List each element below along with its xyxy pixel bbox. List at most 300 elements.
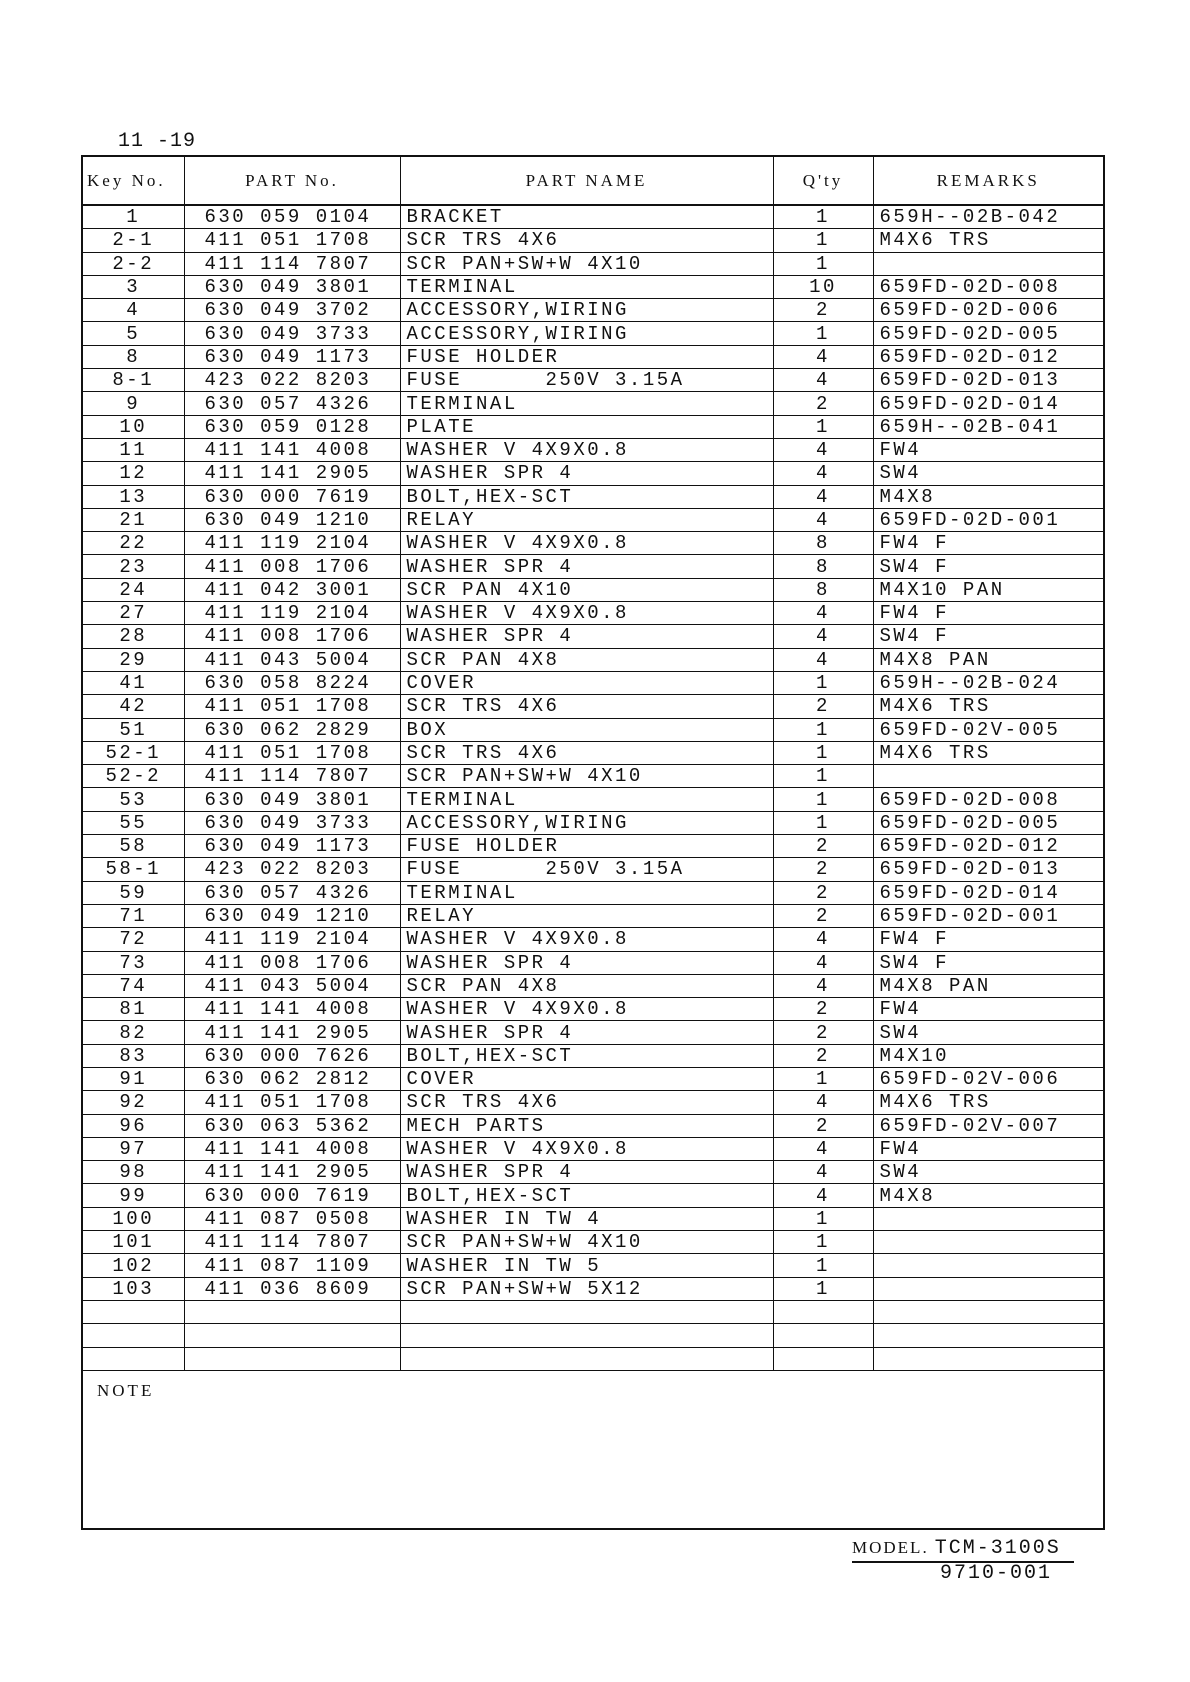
table-row (82, 252, 1104, 275)
cell-part-no: 411 141 2905 (184, 1161, 400, 1184)
table-row (82, 462, 1104, 485)
cell-part-name: SCR TRS 4X6 (400, 695, 773, 718)
cell-qty: 1 (773, 252, 873, 275)
cell-part-no: 411 008 1706 (184, 625, 400, 648)
cell-remarks: M4X6 TRS (873, 229, 1104, 252)
cell-qty: 1 (773, 1277, 873, 1300)
table-row (82, 1231, 1104, 1254)
cell-key-no: 58 (82, 835, 184, 858)
empty-cell (773, 1324, 873, 1347)
table-row (82, 1161, 1104, 1184)
cell-remarks: 659FD-02D-005 (873, 322, 1104, 345)
table-row (82, 718, 1104, 741)
cell-qty: 4 (773, 1184, 873, 1207)
empty-cell (773, 1347, 873, 1370)
cell-part-no: 411 114 7807 (184, 252, 400, 275)
table-row (82, 648, 1104, 671)
table-row (82, 1207, 1104, 1230)
cell-qty: 4 (773, 974, 873, 997)
cell-part-name: WASHER V 4X9X0.8 (400, 998, 773, 1021)
cell-part-name: SCR TRS 4X6 (400, 1091, 773, 1114)
cell-part-no: 411 008 1706 (184, 555, 400, 578)
cell-part-name: SCR TRS 4X6 (400, 229, 773, 252)
model-value: TCM-3100S (934, 1537, 1061, 1560)
cell-remarks: SW4 F (873, 625, 1104, 648)
cell-part-no: 411 141 4008 (184, 998, 400, 1021)
cell-part-no: 411 051 1708 (184, 229, 400, 252)
cell-key-no: 42 (82, 695, 184, 718)
cell-key-no: 59 (82, 881, 184, 904)
cell-key-no: 53 (82, 788, 184, 811)
cell-qty: 4 (773, 648, 873, 671)
cell-part-name: SCR PAN+SW+W 4X10 (400, 1231, 773, 1254)
cell-part-no: 411 043 5004 (184, 648, 400, 671)
cell-key-no: 82 (82, 1021, 184, 1044)
cell-part-name: SCR PAN+SW+W 4X10 (400, 765, 773, 788)
cell-part-no: 630 049 3801 (184, 275, 400, 298)
header-qty: Q'ty (773, 156, 873, 205)
cell-remarks: 659FD-02D-013 (873, 369, 1104, 392)
header-remarks: REMARKS (873, 156, 1104, 205)
cell-part-no: 630 057 4326 (184, 881, 400, 904)
cell-part-no: 411 141 4008 (184, 1137, 400, 1160)
cell-qty: 1 (773, 811, 873, 834)
cell-part-name: WASHER IN TW 4 (400, 1207, 773, 1230)
cell-part-no: 411 036 8609 (184, 1277, 400, 1300)
cell-key-no: 74 (82, 974, 184, 997)
table-row (82, 741, 1104, 764)
cell-part-no: 630 049 3702 (184, 299, 400, 322)
cell-qty: 4 (773, 485, 873, 508)
cell-remarks: SW4 F (873, 951, 1104, 974)
table-row (82, 1021, 1104, 1044)
table-row (82, 671, 1104, 694)
cell-qty: 1 (773, 322, 873, 345)
cell-part-no: 630 049 3801 (184, 788, 400, 811)
cell-key-no: 5 (82, 322, 184, 345)
table-row (82, 322, 1104, 345)
table-row (82, 1277, 1104, 1300)
cell-part-no: 630 049 3733 (184, 322, 400, 345)
cell-part-name: WASHER SPR 4 (400, 951, 773, 974)
cell-remarks: 659FD-02D-008 (873, 788, 1104, 811)
empty-cell (184, 1324, 400, 1347)
cell-part-no: 411 141 4008 (184, 438, 400, 461)
cell-part-no: 411 114 7807 (184, 1231, 400, 1254)
cell-key-no: 29 (82, 648, 184, 671)
parts-list-table (81, 155, 1105, 1530)
cell-remarks: 659FD-02D-001 (873, 904, 1104, 927)
cell-qty: 1 (773, 671, 873, 694)
cell-qty: 2 (773, 904, 873, 927)
cell-remarks: M4X10 (873, 1044, 1104, 1067)
cell-remarks: M4X8 (873, 1184, 1104, 1207)
cell-qty: 2 (773, 998, 873, 1021)
cell-part-name: PLATE (400, 415, 773, 438)
cell-part-no: 423 022 8203 (184, 858, 400, 881)
table-row (82, 485, 1104, 508)
table-row (82, 415, 1104, 438)
cell-qty: 4 (773, 625, 873, 648)
table-row (82, 1114, 1104, 1137)
cell-remarks: 659FD-02D-014 (873, 392, 1104, 415)
cell-part-name: FUSE 250V 3.15A (400, 858, 773, 881)
cell-part-name: WASHER SPR 4 (400, 555, 773, 578)
table-row (82, 858, 1104, 881)
cell-remarks: 659FD-02D-006 (873, 299, 1104, 322)
cell-key-no: 100 (82, 1207, 184, 1230)
cell-part-name: WASHER V 4X9X0.8 (400, 928, 773, 951)
empty-cell (82, 1324, 184, 1347)
cell-part-name: ACCESSORY,WIRING (400, 322, 773, 345)
cell-remarks: SW4 (873, 1021, 1104, 1044)
table-row (82, 928, 1104, 951)
empty-row (82, 1324, 1104, 1347)
cell-remarks: FW4 F (873, 928, 1104, 951)
table-row (82, 998, 1104, 1021)
model-label: MODEL. (852, 1538, 929, 1557)
table-row (82, 765, 1104, 788)
table-row (82, 508, 1104, 531)
cell-remarks: FW4 F (873, 532, 1104, 555)
cell-key-no: 8 (82, 345, 184, 368)
cell-key-no: 92 (82, 1091, 184, 1114)
cell-part-no: 411 119 2104 (184, 602, 400, 625)
table-row (82, 369, 1104, 392)
table-row (82, 788, 1104, 811)
cell-part-name: SCR PAN+SW+W 4X10 (400, 252, 773, 275)
cell-part-no: 411 051 1708 (184, 695, 400, 718)
table-row (82, 578, 1104, 601)
cell-key-no: 98 (82, 1161, 184, 1184)
cell-part-name: MECH PARTS (400, 1114, 773, 1137)
cell-qty: 1 (773, 205, 873, 229)
cell-qty: 1 (773, 415, 873, 438)
cell-key-no: 27 (82, 602, 184, 625)
cell-qty: 1 (773, 1067, 873, 1090)
cell-remarks (873, 1254, 1104, 1277)
cell-part-name: FUSE HOLDER (400, 835, 773, 858)
table-row (82, 1044, 1104, 1067)
cell-key-no: 2-2 (82, 252, 184, 275)
cell-key-no: 103 (82, 1277, 184, 1300)
cell-qty: 2 (773, 299, 873, 322)
table-row (82, 345, 1104, 368)
table-row (82, 695, 1104, 718)
cell-qty: 1 (773, 229, 873, 252)
cell-part-no: 630 049 1210 (184, 904, 400, 927)
cell-part-name: SCR PAN 4X8 (400, 974, 773, 997)
cell-part-no: 630 057 4326 (184, 392, 400, 415)
cell-part-no: 630 049 1173 (184, 835, 400, 858)
cell-key-no: 13 (82, 485, 184, 508)
cell-qty: 2 (773, 858, 873, 881)
cell-part-no: 630 000 7626 (184, 1044, 400, 1067)
cell-part-name: SCR TRS 4X6 (400, 741, 773, 764)
cell-key-no: 3 (82, 275, 184, 298)
cell-key-no: 9 (82, 392, 184, 415)
cell-part-no: 411 043 5004 (184, 974, 400, 997)
cell-key-no: 8-1 (82, 369, 184, 392)
cell-qty: 2 (773, 1044, 873, 1067)
cell-qty: 4 (773, 1137, 873, 1160)
cell-qty: 1 (773, 1254, 873, 1277)
table-row (82, 602, 1104, 625)
cell-part-name: RELAY (400, 508, 773, 531)
cell-qty: 2 (773, 1021, 873, 1044)
cell-key-no: 81 (82, 998, 184, 1021)
cell-key-no: 83 (82, 1044, 184, 1067)
table-row (82, 392, 1104, 415)
cell-part-no: 411 119 2104 (184, 928, 400, 951)
cell-key-no: 51 (82, 718, 184, 741)
cell-part-name: WASHER V 4X9X0.8 (400, 438, 773, 461)
cell-part-name: BRACKET (400, 205, 773, 229)
empty-cell (400, 1347, 773, 1370)
cell-qty: 4 (773, 438, 873, 461)
cell-remarks (873, 1231, 1104, 1254)
cell-key-no: 12 (82, 462, 184, 485)
cell-part-name: WASHER SPR 4 (400, 462, 773, 485)
cell-qty: 4 (773, 369, 873, 392)
cell-key-no: 10 (82, 415, 184, 438)
cell-qty: 1 (773, 1207, 873, 1230)
table-row (82, 904, 1104, 927)
cell-key-no: 91 (82, 1067, 184, 1090)
table-row (82, 1067, 1104, 1090)
cell-qty: 8 (773, 555, 873, 578)
cell-part-name: COVER (400, 1067, 773, 1090)
table-row (82, 299, 1104, 322)
table-row (82, 625, 1104, 648)
cell-remarks: 659FD-02D-012 (873, 835, 1104, 858)
cell-part-name: SCR PAN+SW+W 5X12 (400, 1277, 773, 1300)
cell-qty: 4 (773, 508, 873, 531)
cell-key-no: 52-1 (82, 741, 184, 764)
cell-key-no: 72 (82, 928, 184, 951)
cell-remarks: SW4 F (873, 555, 1104, 578)
cell-qty: 4 (773, 602, 873, 625)
cell-key-no: 99 (82, 1184, 184, 1207)
empty-cell (400, 1300, 773, 1323)
cell-key-no: 101 (82, 1231, 184, 1254)
cell-part-no: 411 141 2905 (184, 462, 400, 485)
cell-remarks (873, 1207, 1104, 1230)
cell-key-no: 24 (82, 578, 184, 601)
cell-part-name: TERMINAL (400, 788, 773, 811)
empty-cell (873, 1324, 1104, 1347)
cell-remarks: M4X6 TRS (873, 741, 1104, 764)
cell-key-no: 96 (82, 1114, 184, 1137)
cell-remarks: M4X6 TRS (873, 1091, 1104, 1114)
table-row (82, 205, 1104, 229)
cell-remarks: 659FD-02D-008 (873, 275, 1104, 298)
page-number: 11 -19 (118, 130, 197, 153)
cell-part-name: FUSE HOLDER (400, 345, 773, 368)
cell-key-no: 4 (82, 299, 184, 322)
cell-qty: 4 (773, 345, 873, 368)
table-row (82, 532, 1104, 555)
cell-qty: 2 (773, 835, 873, 858)
header-key-no: Key No. (82, 156, 184, 205)
cell-part-name: RELAY (400, 904, 773, 927)
cell-qty: 1 (773, 788, 873, 811)
cell-key-no: 23 (82, 555, 184, 578)
cell-key-no: 1 (82, 205, 184, 229)
cell-remarks: M4X6 TRS (873, 695, 1104, 718)
table-row (82, 555, 1104, 578)
cell-qty: 2 (773, 392, 873, 415)
cell-remarks: M4X10 PAN (873, 578, 1104, 601)
cell-part-no: 411 008 1706 (184, 951, 400, 974)
cell-part-name: BOLT,HEX-SCT (400, 1184, 773, 1207)
cell-part-no: 411 042 3001 (184, 578, 400, 601)
cell-part-no: 411 119 2104 (184, 532, 400, 555)
cell-qty: 2 (773, 881, 873, 904)
empty-cell (773, 1300, 873, 1323)
cell-part-name: COVER (400, 671, 773, 694)
cell-remarks: FW4 (873, 998, 1104, 1021)
cell-remarks: FW4 (873, 438, 1104, 461)
empty-cell (400, 1324, 773, 1347)
cell-remarks: M4X8 PAN (873, 648, 1104, 671)
empty-cell (82, 1347, 184, 1370)
cell-part-no: 411 051 1708 (184, 741, 400, 764)
cell-key-no: 73 (82, 951, 184, 974)
cell-remarks: FW4 F (873, 602, 1104, 625)
table-row (82, 811, 1104, 834)
cell-key-no: 58-1 (82, 858, 184, 881)
cell-remarks: M4X8 (873, 485, 1104, 508)
cell-part-no: 630 063 5362 (184, 1114, 400, 1137)
cell-part-name: WASHER V 4X9X0.8 (400, 1137, 773, 1160)
cell-qty: 2 (773, 695, 873, 718)
empty-cell (184, 1300, 400, 1323)
cell-part-no: 630 049 3733 (184, 811, 400, 834)
cell-key-no: 28 (82, 625, 184, 648)
cell-remarks: 659H--02B-024 (873, 671, 1104, 694)
cell-remarks: 659FD-02V-005 (873, 718, 1104, 741)
cell-qty: 1 (773, 741, 873, 764)
table-row (82, 951, 1104, 974)
cell-key-no: 2-1 (82, 229, 184, 252)
header-row (82, 156, 1104, 205)
table-row (82, 974, 1104, 997)
cell-qty: 1 (773, 1231, 873, 1254)
cell-key-no: 71 (82, 904, 184, 927)
cell-qty: 8 (773, 578, 873, 601)
cell-part-no: 411 141 2905 (184, 1021, 400, 1044)
cell-remarks: M4X8 PAN (873, 974, 1104, 997)
empty-row (82, 1347, 1104, 1370)
cell-key-no: 22 (82, 532, 184, 555)
cell-key-no: 52-2 (82, 765, 184, 788)
cell-part-name: TERMINAL (400, 881, 773, 904)
cell-qty: 4 (773, 1161, 873, 1184)
cell-qty: 1 (773, 718, 873, 741)
cell-remarks: 659H--02B-041 (873, 415, 1104, 438)
cell-remarks: 659FD-02D-005 (873, 811, 1104, 834)
cell-remarks: SW4 (873, 462, 1104, 485)
cell-remarks: 659FD-02D-013 (873, 858, 1104, 881)
note-row (82, 1370, 1104, 1529)
cell-part-name: ACCESSORY,WIRING (400, 299, 773, 322)
cell-part-name: WASHER SPR 4 (400, 1021, 773, 1044)
cell-key-no: 41 (82, 671, 184, 694)
table-row (82, 438, 1104, 461)
cell-qty: 10 (773, 275, 873, 298)
cell-part-no: 630 062 2829 (184, 718, 400, 741)
cell-remarks: 659FD-02D-014 (873, 881, 1104, 904)
cell-part-no: 423 022 8203 (184, 369, 400, 392)
cell-key-no: 11 (82, 438, 184, 461)
cell-part-name: TERMINAL (400, 275, 773, 298)
cell-remarks: 659FD-02V-006 (873, 1067, 1104, 1090)
cell-part-name: BOLT,HEX-SCT (400, 485, 773, 508)
cell-remarks (873, 765, 1104, 788)
cell-part-name: BOX (400, 718, 773, 741)
model-label-line (852, 1537, 1074, 1563)
cell-part-no: 630 049 1210 (184, 508, 400, 531)
table-row (82, 835, 1104, 858)
cell-part-no: 411 051 1708 (184, 1091, 400, 1114)
cell-key-no: 21 (82, 508, 184, 531)
cell-qty: 4 (773, 1091, 873, 1114)
table-row (82, 1091, 1104, 1114)
document-code: 9710-001 (940, 1562, 1053, 1585)
cell-part-no: 630 058 8224 (184, 671, 400, 694)
empty-cell (184, 1347, 400, 1370)
cell-qty: 4 (773, 462, 873, 485)
empty-row (82, 1300, 1104, 1323)
table-row (82, 229, 1104, 252)
cell-key-no: 55 (82, 811, 184, 834)
table-row (82, 1137, 1104, 1160)
cell-key-no: 102 (82, 1254, 184, 1277)
empty-cell (873, 1300, 1104, 1323)
cell-part-no: 630 062 2812 (184, 1067, 400, 1090)
cell-part-no: 411 087 1109 (184, 1254, 400, 1277)
cell-remarks: 659H--02B-042 (873, 205, 1104, 229)
cell-qty: 1 (773, 765, 873, 788)
cell-part-name: WASHER V 4X9X0.8 (400, 532, 773, 555)
cell-qty: 4 (773, 951, 873, 974)
cell-part-name: SCR PAN 4X10 (400, 578, 773, 601)
header-part-no: PART No. (184, 156, 400, 205)
cell-part-name: ACCESSORY,WIRING (400, 811, 773, 834)
cell-part-name: TERMINAL (400, 392, 773, 415)
cell-part-name: WASHER SPR 4 (400, 625, 773, 648)
cell-part-name: FUSE 250V 3.15A (400, 369, 773, 392)
cell-key-no: 97 (82, 1137, 184, 1160)
cell-remarks (873, 252, 1104, 275)
cell-part-no: 411 087 0508 (184, 1207, 400, 1230)
cell-part-name: WASHER V 4X9X0.8 (400, 602, 773, 625)
table-row (82, 1254, 1104, 1277)
cell-part-no: 411 114 7807 (184, 765, 400, 788)
table-row (82, 1184, 1104, 1207)
cell-remarks: SW4 (873, 1161, 1104, 1184)
cell-part-no: 630 000 7619 (184, 1184, 400, 1207)
table-row (82, 881, 1104, 904)
cell-remarks: 659FD-02D-001 (873, 508, 1104, 531)
header-part-name: PART NAME (400, 156, 773, 205)
cell-part-no: 630 059 0128 (184, 415, 400, 438)
cell-qty: 4 (773, 928, 873, 951)
cell-qty: 8 (773, 532, 873, 555)
cell-part-no: 630 049 1173 (184, 345, 400, 368)
cell-remarks: FW4 (873, 1137, 1104, 1160)
